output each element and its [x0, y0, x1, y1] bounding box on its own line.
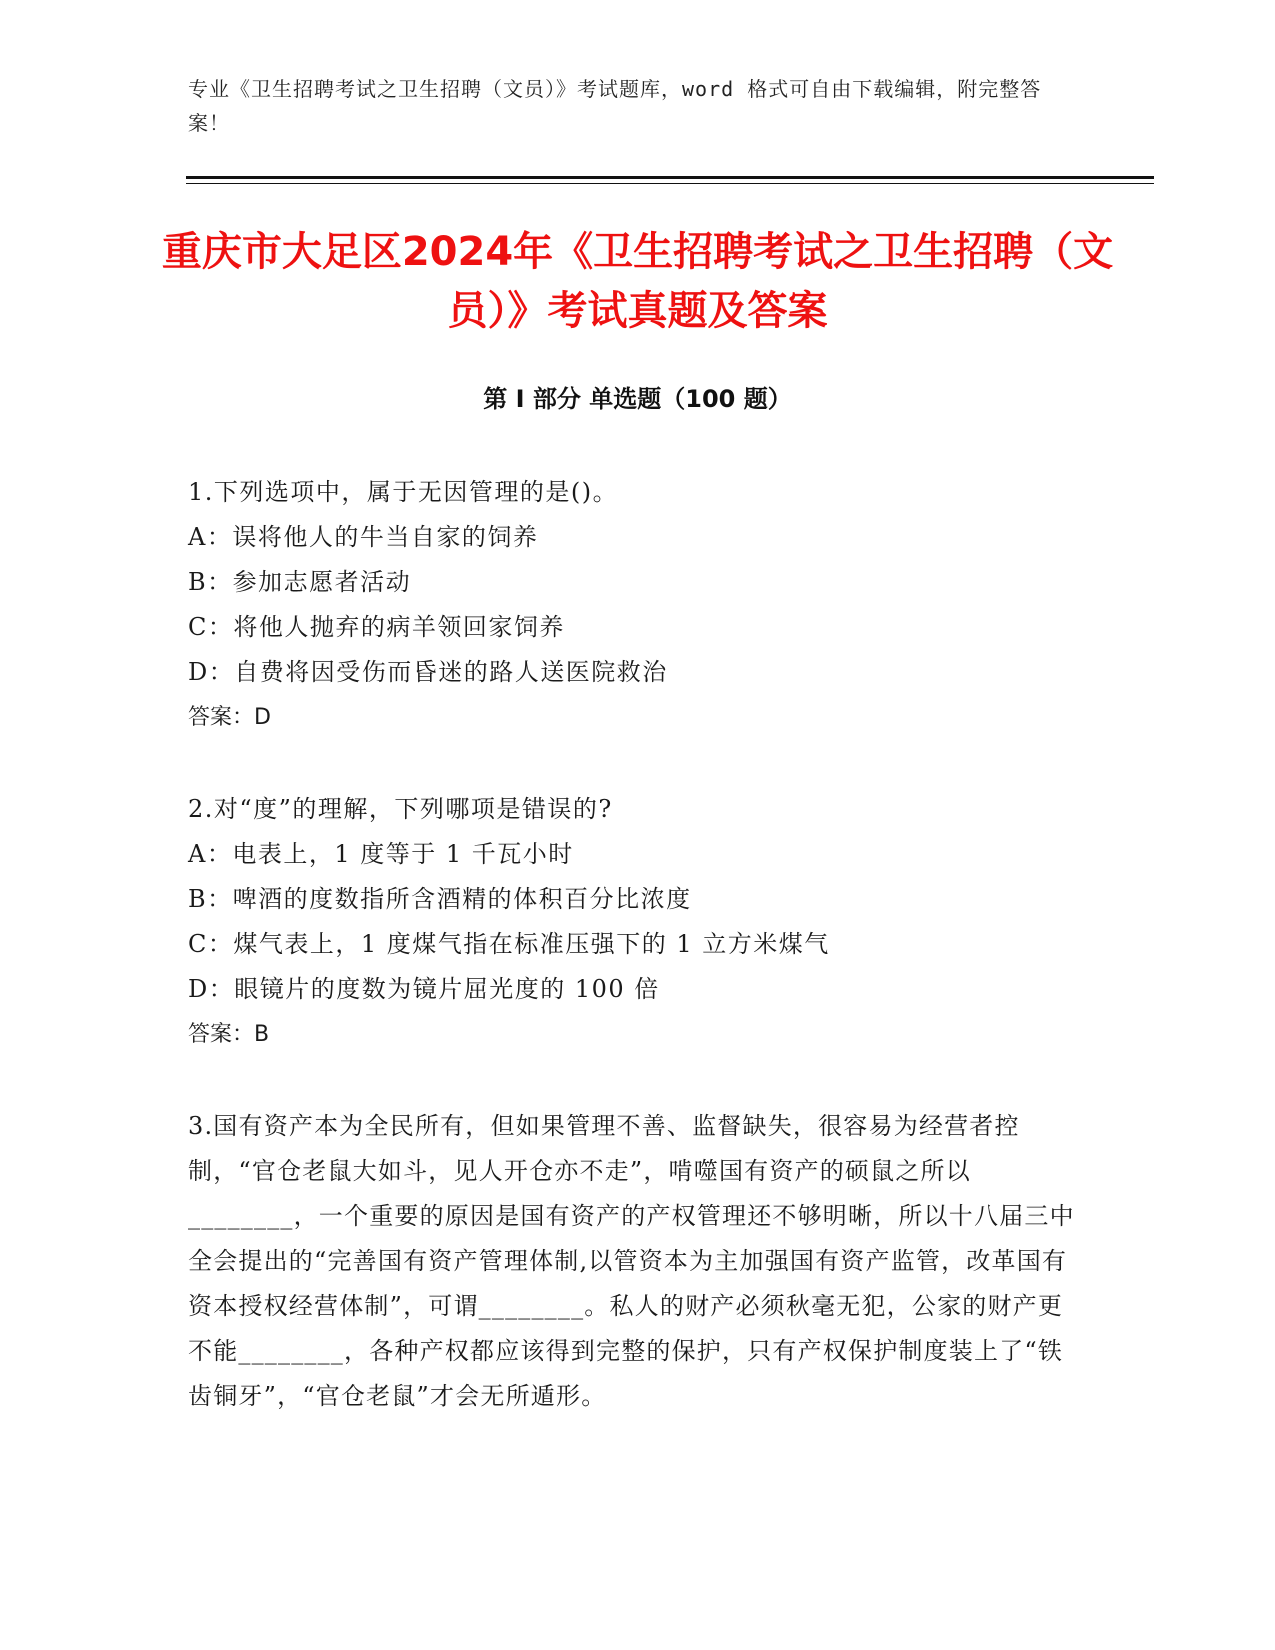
- question-stem: 1.下列选项中，属于无因管理的是()。: [188, 478, 619, 506]
- question-1: [188, 470, 1078, 740]
- question-3: [188, 1104, 1078, 1419]
- header-rule-thick: [186, 176, 1154, 179]
- section-heading: 第 I 部分 单选题（100 题）: [483, 385, 792, 413]
- option-d: D：眼镜片的度数为镜片屈光度的 100 倍: [188, 975, 660, 1003]
- option-a: A：误将他人的牛当自家的饲养: [188, 523, 539, 551]
- option-a: A：电表上，1 度等于 1 千瓦小时: [188, 840, 574, 868]
- header-note: 专业《卫生招聘考试之卫生招聘（文员）》考试题库，word 格式可自由下载编辑，附完整答案！: [188, 77, 1042, 135]
- option-d: D：自费将因受伤而昏迷的路人送医院救治: [188, 658, 668, 686]
- question-list: [188, 470, 1078, 1466]
- option-c: C：将他人抛弃的病羊领回家饲养: [188, 613, 565, 641]
- option-b: B：参加志愿者活动: [188, 568, 412, 596]
- question-stem: 2.对“度”的理解，下列哪项是错误的?: [188, 795, 613, 823]
- question-stem: 3.国有资产本为全民所有，但如果管理不善、监督缺失，很容易为经营者控制，“官仓老鼠大如斗，见人开仓亦不走”，啃噬国有资产的硕鼠之所以________，一个重要的原因是国有资产的产权管理还不够明晰，所以十八届三中全会提出的“完善国有资产管理体制,以管资本为主加强国有资产监管，改革国有资本授权经营体制”，可谓________。私人的财产必须秋毫无犯，公家的财产更不能________，各种产权都应该得到完整的保护，只有产权保护制度装上了“铁齿铜牙”，“官仓老鼠”才会无所遁形。: [188, 1112, 1075, 1410]
- document-title: 重庆市大足区2024年《卫生招聘考试之卫生招聘（文员）》考试真题及答案: [161, 229, 1114, 334]
- question-2: [188, 787, 1078, 1057]
- answer-line: 答案：D: [188, 705, 271, 730]
- answer-line: 答案：B: [188, 1022, 270, 1047]
- option-c: C：煤气表上，1 度煤气指在标准压强下的 1 立方米煤气: [188, 930, 830, 958]
- header-rule-thin: [186, 183, 1154, 184]
- option-b: B：啤酒的度数指所含酒精的体积百分比浓度: [188, 885, 692, 913]
